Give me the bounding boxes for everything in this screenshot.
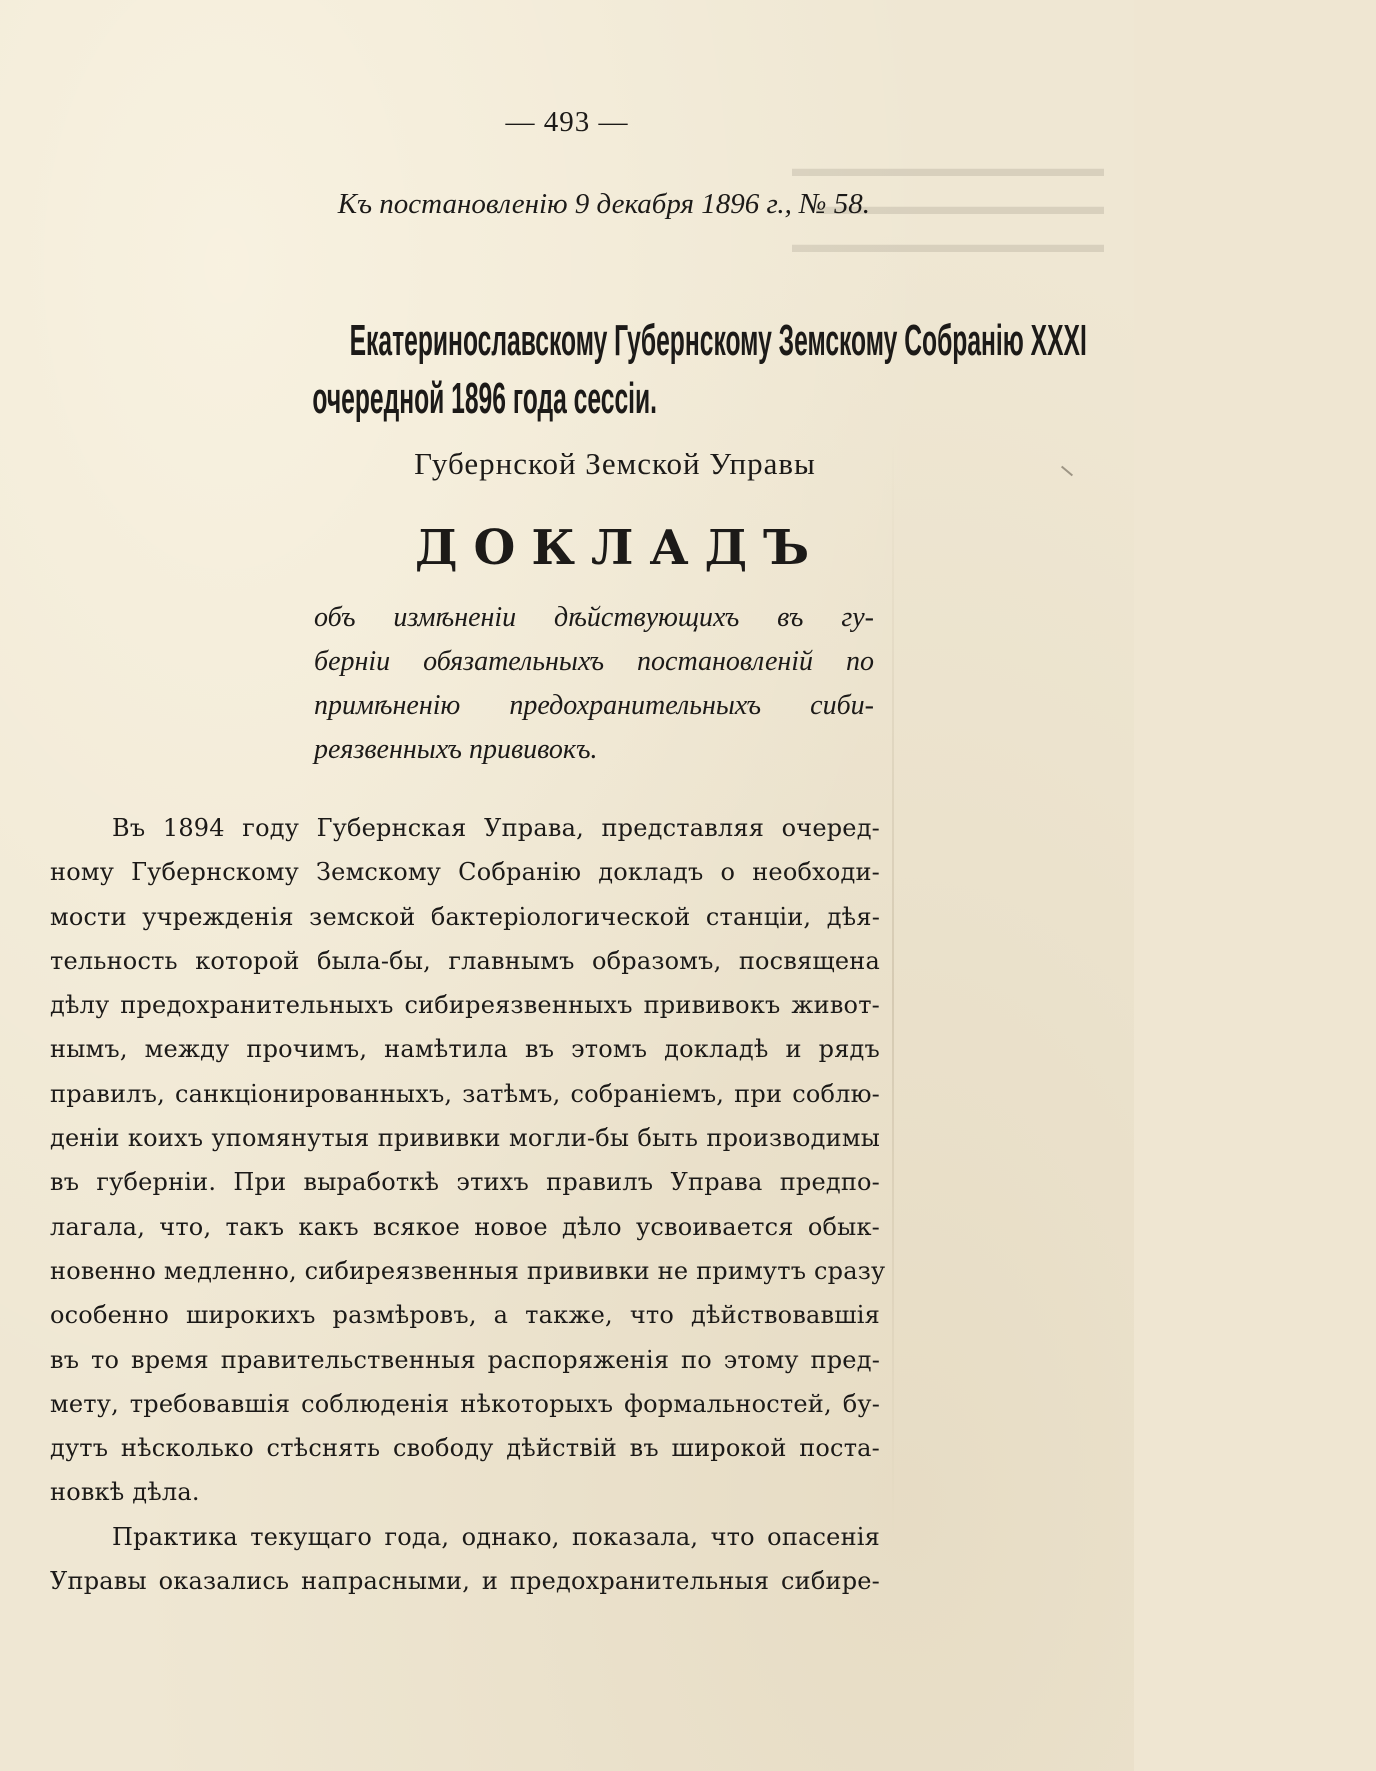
subject-line: примѣненію предохранительныхъ сиби- (314, 690, 874, 721)
report-title: ДОКЛАДЪ (414, 520, 826, 576)
body-line: мету, требовавшія соблюденія нѣкоторыхъ формальностей, бу- (50, 1389, 880, 1418)
page-crease (892, 440, 894, 1540)
issuer-line: Губернской Земской Управы (414, 446, 816, 481)
page-number: — 493 — (505, 106, 629, 138)
resolution-reference: Къ постановленію 9 декабря 1896 г., № 58. (337, 188, 870, 220)
subject-line: реязвенныхъ прививокъ. (314, 734, 598, 765)
body-text (50, 806, 886, 1603)
body-line: лагала, что, такъ какъ всякое новое дѣло усвоивается обык- (50, 1212, 880, 1241)
assembly-heading (60, 312, 1087, 428)
body-line: Практика текущаго года, однако, показала, что опасенія (112, 1522, 880, 1551)
body-line: новенно медленно, сибиреязвенныя прививки не примутъ сразу (50, 1256, 886, 1285)
body-line: въ губерніи. При выработкѣ этихъ правилъ Управа предпо- (50, 1168, 880, 1197)
body-line: деніи коихъ упомянутыя прививки могли-бы быть производимы (50, 1124, 880, 1153)
body-line: въ то время правительственныя распоряженія по этому пред- (50, 1345, 880, 1374)
body-line: дутъ нѣсколько стѣснять свободу дѣйствій въ широкой поста- (50, 1434, 880, 1463)
subject-line: берніи обязательныхъ постановленій по (314, 646, 874, 677)
heading-line: очередной 1896 года сессіи. (312, 374, 658, 423)
body-line: ному Губернскому Земскому Собранію докладъ о необходи- (50, 858, 880, 887)
report-subject (314, 596, 874, 772)
heading-line: Екатеринославскому Губернскому Земскому Собранію XXXI (349, 316, 1087, 365)
body-line: особенно широкихъ размѣровъ, а также, что дѣйствовавшія (50, 1301, 880, 1330)
body-line: Управы оказались напрасными, и предохранительныя сибире- (50, 1567, 880, 1596)
body-line: тельность которой была-бы, главнымъ образомъ, посвящена (50, 946, 880, 975)
body-line: нымъ, между прочимъ, намѣтила въ этомъ докладѣ и рядъ (50, 1035, 880, 1064)
body-line: дѣлу предохранительныхъ сибиреязвенныхъ прививокъ живот- (50, 991, 880, 1020)
edge-mark (1061, 466, 1073, 477)
body-line: правилъ, санкціонированныхъ, затѣмъ, собраніемъ, при соблю- (50, 1079, 880, 1108)
subject-line: объ измѣненіи дѣйствующихъ въ гу- (314, 602, 874, 633)
bleed-through-text: ▬▬▬▬▬▬▬▬▬▬▬▬▬ ▬▬▬▬▬▬▬▬▬▬▬▬ ▬▬▬▬▬▬▬▬▬▬▬▬▬ (792, 156, 1104, 258)
body-line: мости учрежденія земской бактеріологической станціи, дѣя- (50, 902, 880, 931)
body-line: новкѣ дѣла. (50, 1478, 200, 1507)
body-line: Въ 1894 году Губернская Управа, представляя очеред- (112, 814, 880, 842)
